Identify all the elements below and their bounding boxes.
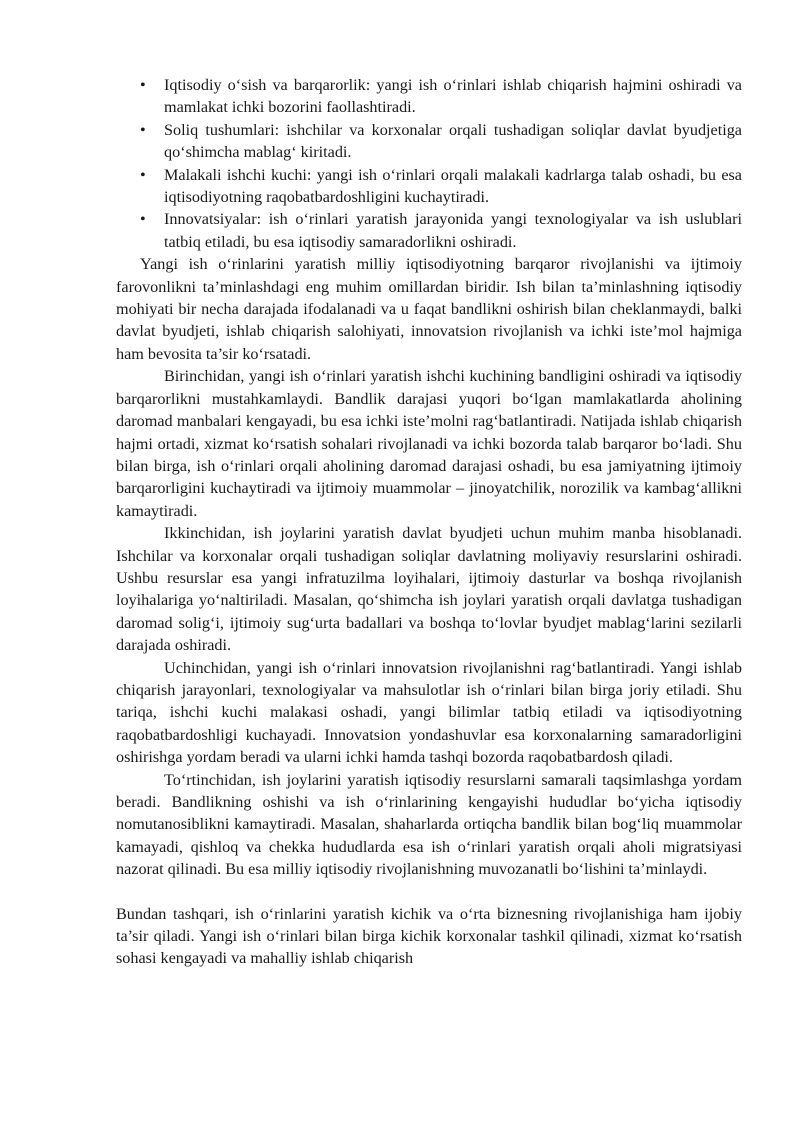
list-item [116,119,742,164]
list-item [116,74,742,119]
intro-paragraph: Yangi ish o‘rinlarini yaratish milliy iqtisodiyotning barqaror rivojlanishi va ijtimoiy farovonlikni ta’minlashdagi eng muhim omillardan biridir. Ish bilan ta’minlashning iqtisodiy mohiyati bir necha darajada ifodalanadi va u faqat bandlikni oshirish bilan cheklanmaydi, balki davlat byudjeti, ishlab chiqarish salohiyati, innovatsion rivojlanish va ichki iste’mol hajmiga ham bevosita ta’sir ko‘rsatadi. [116,255,742,363]
bullet-text: Iqtisodiy o‘sish va barqarorlik: yangi ish o‘rinlari ishlab chiqarish hajmini oshiradi va mamlakat ichki bozorini faollashtiradi. [164,76,742,117]
closing-paragraph: Bundan tashqari, ish o‘rinlarini yaratish kichik va o‘rta biznesning rivojlanishiga ham ijobiy ta’sir qiladi. Yangi ish o‘rinlari bilan birga kichik korxonalar tashkil qilinadi, xizmat ko‘rsatish sohasi kengayadi va mahalliy ishlab chiqarish [116,904,742,968]
bullet-list [116,74,742,253]
bullet-icon: • [140,76,146,94]
bullet-icon: • [140,165,146,184]
bullet-text: Malakali ishchi kuchi: yangi ish o‘rinlari orqali malakali kadrlarga talab oshadi, bu esa iqtisodiyotning raqobatbardoshligini kuchaytiradi. [164,165,742,207]
second-point-paragraph: Ikkinchidan, ish joylarini yaratish davlat byudjeti uchun muhim manba hisoblanadi. Ishchilar va korxonalar orqali tushadigan soliqlar davlatning moliyaviy resurslarini oshiradi. Ushbu resurslar esa yangi infratuzilma loyihalari, ijtimoiy dasturlar va boshqa rivojlanish loyihalariga yo‘naltiriladi. Masalan, qo‘shimcha ish joylari yaratish orqali davlatga tushadigan daromad solig‘i, ijtimoiy sug‘urta badallari va boshqa to‘lovlar byudjet mablag‘larini sezilarli darajada oshiradi. [116,524,742,655]
paragraph-gap [116,881,742,903]
document-page [116,74,742,970]
first-point-paragraph: Birinchidan, yangi ish o‘rinlari yaratish ishchi kuchining bandligini oshiradi va iqtisodiy barqarorlikni mustahkamlaydi. Bandlik darajasi yuqori bo‘lgan mamlakatlarda aholining daromad manbalari kengayadi, bu esa ichki iste’molni rag‘batlantiradi. Natijada ishlab chiqarish hajmi ortadi, xizmat ko‘rsatish sohalari rivojlanadi va ichki bozorda talab barqaror bo‘ladi. Shu bilan birga, ish o‘rinlari orqali aholining daromad darajasi oshadi, bu esa jamiyatning ijtimoiy barqarorligini kuchaytiradi va ijtimoiy muammolar – jinoyatchilik, norozilik va kambag‘allikni kamaytiradi. [116,367,742,520]
bullet-text: Soliq tushumlari: ishchilar va korxonalar orqali tushadigan soliqlar davlat byudjetiga qo‘shimcha mablag‘ kiritadi. [164,120,742,162]
list-item [116,164,742,209]
third-point-paragraph: Uchinchidan, yangi ish o‘rinlari innovatsion rivojlanishni rag‘batlantiradi. Yangi ishlab chiqarish jarayonlari, texnologiyalar va mahsulotlar ish o‘rinlari bilan birga joriy etiladi. Shu tariqa, ishchi kuchi malakasi oshadi, yangi bilimlar tatbiq etiladi va iqtisodiyotning raqobatbardoshligi kuchayadi. Innovatsion yondashuvlar esa korxonalarning samaradorligini oshirishga yordam beradi va ularni ichki hamda tashqi bozorda raqobatbardosh qiladi. [116,658,742,767]
bullet-text: Innovatsiyalar: ish o‘rinlari yaratish jarayonida yangi texnologiyalar va ish uslublari tatbiq etiladi, bu esa iqtisodiy samaradorlikni oshiradi. [164,210,742,251]
bullet-icon: • [140,210,146,229]
bullet-icon: • [140,120,146,139]
fourth-point-paragraph: To‘rtinchidan, ish joylarini yaratish iqtisodiy resurslarni samarali taqsimlashga yordam beradi. Bandlikning oshishi va ish o‘rinlarining kengayishi hududlar bo‘yicha iqtisodiy nomutanosiblikni kamaytiradi. Masalan, shaharlarda ortiqcha bandlik bilan bog‘liq muammolar kamayadi, qishloq va chekka hududlarda esa ish o‘rinlari yaratish orqali aholi migratsiyasi nazorat qilinadi. Bu esa milliy iqtisodiy rivojlanishning muvozanatli bo‘lishini ta’minlaydi. [116,770,742,879]
list-item [116,208,742,253]
